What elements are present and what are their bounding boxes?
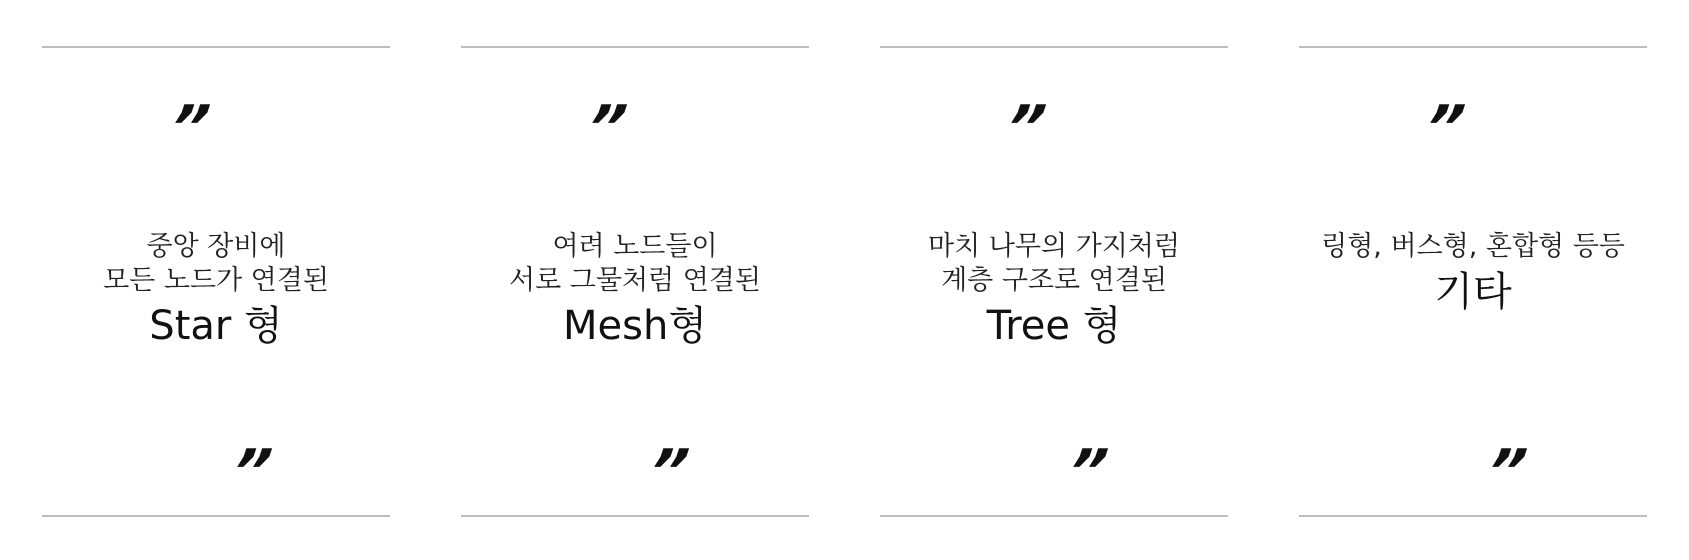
card-body xyxy=(880,230,1228,352)
open-quote-mark: ” xyxy=(582,93,625,163)
card-description-line: 계층 구조로 연결된 xyxy=(941,265,1167,296)
close-quote-mark: ” xyxy=(227,437,270,507)
open-quote-mark: ” xyxy=(165,93,208,163)
bottom-divider xyxy=(880,515,1228,517)
bottom-divider xyxy=(461,515,809,517)
card-body xyxy=(461,230,809,352)
card-other xyxy=(1299,46,1647,516)
card-body xyxy=(1299,230,1647,318)
close-quote-mark: ” xyxy=(1482,437,1525,507)
card-description-line: 링형, 버스형, 혼합형 등등 xyxy=(1321,231,1625,262)
card-title: Star 형 xyxy=(149,303,283,349)
card-description-line: 여려 노드들이 xyxy=(552,231,718,262)
card-title: 기타 xyxy=(1434,269,1512,315)
open-quote-mark: ” xyxy=(1001,93,1044,163)
top-divider xyxy=(42,46,390,48)
card-body xyxy=(42,230,390,352)
bottom-divider xyxy=(1299,515,1647,517)
close-quote-mark: ” xyxy=(644,437,687,507)
bottom-divider xyxy=(42,515,390,517)
card-description-line: 모든 노드가 연결된 xyxy=(103,265,329,296)
close-quote-mark: ” xyxy=(1063,437,1106,507)
card-description-line: 서로 그물처럼 연결된 xyxy=(509,265,761,296)
card-title: Tree 형 xyxy=(986,303,1122,349)
card-tree xyxy=(880,46,1228,516)
card-description-line: 마치 나무의 가지처럼 xyxy=(928,231,1180,262)
card-star xyxy=(42,46,390,516)
open-quote-mark: ” xyxy=(1420,93,1463,163)
card-title: Mesh형 xyxy=(563,303,707,349)
top-divider xyxy=(880,46,1228,48)
top-divider xyxy=(461,46,809,48)
card-mesh xyxy=(461,46,809,516)
card-description-line: 중앙 장비에 xyxy=(146,231,286,262)
top-divider xyxy=(1299,46,1647,48)
